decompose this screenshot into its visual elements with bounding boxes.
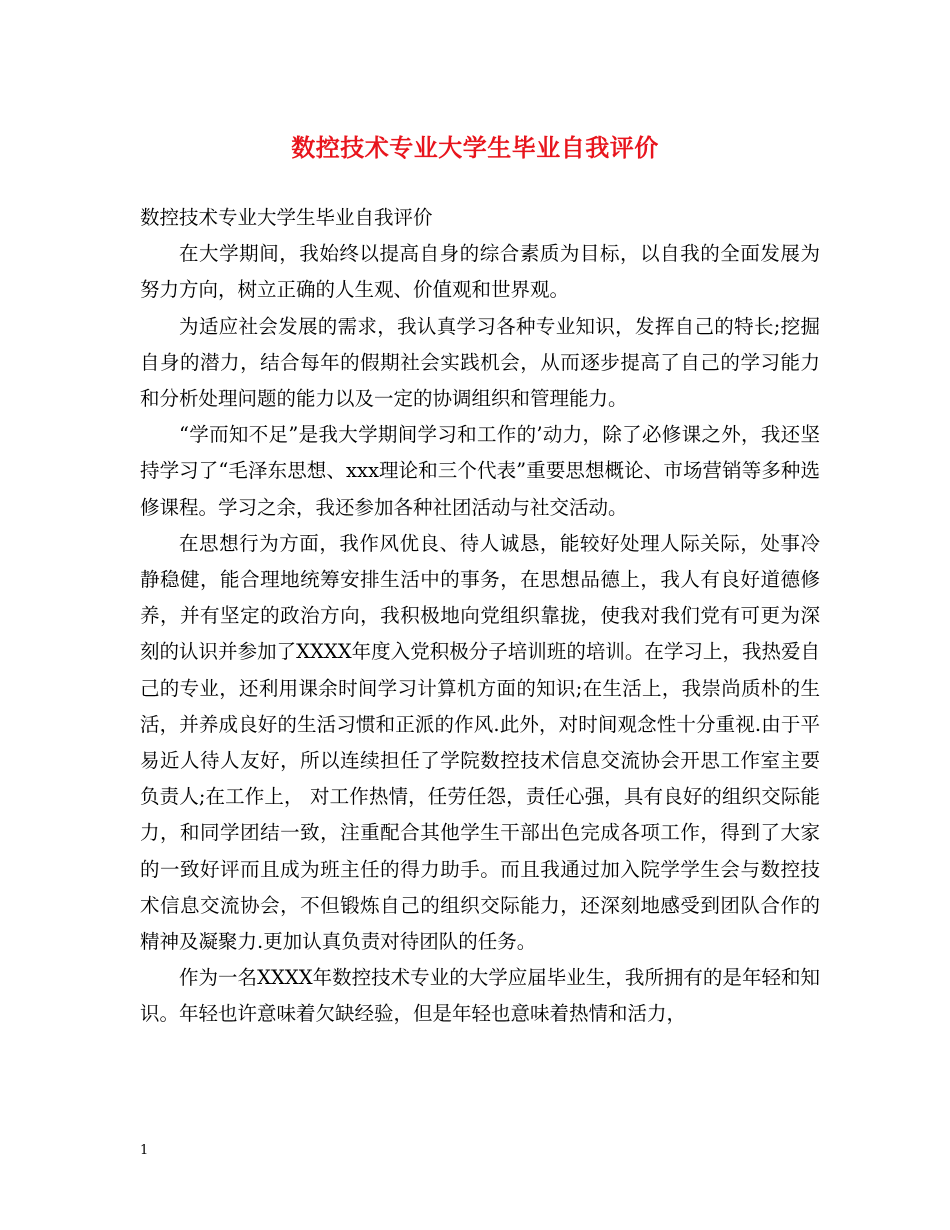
paragraph: 在思想行为方面，我作风优良、待人诚恳，能较好处理人际关际，处事冷静稳健，能合理地统筹安排生活中的事务，在思想品德上，我人有良好道德修养，并有坚定的政治方向，我积极地向党组织靠拢，使我对我们党有可更为深刻的认识并参加了XXXX年度入党积极分子培训班的培训。在学习上，我热爱自己的专业，还利用课余时间学习计算机方面的知识;在生活上，我崇尚质朴的生活，并养成良好的生活习惯和正派的作风.此外，对时间观念性十分重视.由于平易近人待人友好，所以连续担任了学院数控技术信息交流协会开思工作室主要负责人;在工作上， 对工作热情，任劳任怨，责任心强，具有良好的组织交际能力，和同学团结一致，注重配合其他学生干部出色完成各项工作，得到了大家的一致好评而且成为班主任的得力助手。而且我通过加入院学学生会与数控技术信息交流协会，不但锻炼自己的组织交际能力，还深刻地感受到团队合作的精神及凝聚力.更加认真负责对待团队的任务。 [140,531,820,954]
document-subtitle: 数控技术专业大学生毕业自我评价 [140,206,433,229]
paragraph: 作为一名XXXX年数控技术专业的大学应届毕业生，我所拥有的是年轻和知识。年轻也许意味着欠缺经验，但是年轻也意味着热情和活力， [140,966,820,1026]
paragraph: 在大学期间，我始终以提高自身的综合素质为目标，以自我的全面发展为努力方向，树立正确的人生观、价值观和世界观。 [140,242,820,302]
paragraph: 为适应社会发展的需求，我认真学习各种专业知识，发挥自己的特长;挖掘自身的潜力，结合每年的假期社会实践机会，从而逐步提高了自己的学习能力和分析处理问题的能力以及一定的协调组织和管理能力。 [140,314,820,411]
paragraph: “学而知不足”是我大学期间学习和工作的’动力，除了必修课之外，我还坚持学习了“毛泽东思想、xxx理论和三个代表”重要思想概论、市场营销等多种选修课程。学习之余，我还参加各种社团活动与社交活动。 [140,423,820,519]
document-body [140,200,820,1033]
document-title: 数控技术专业大学生毕业自我评价 [291,133,659,162]
page-number: 1 [140,1143,149,1158]
